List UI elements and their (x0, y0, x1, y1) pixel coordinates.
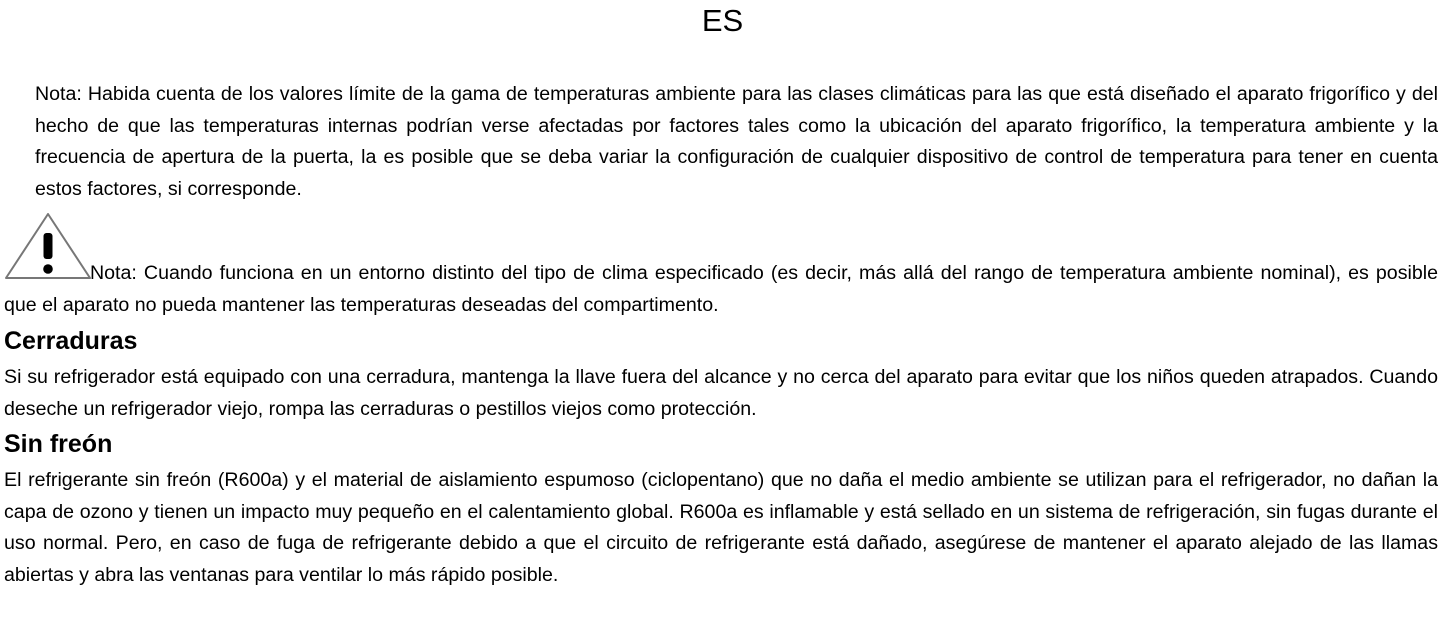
note-climate-warning-text: Nota: Cuando funciona en un entorno distinto del tipo de clima especificado (es decir, más allá del rango de temperatura ambiente nominal), es posible que el aparato no pueda mantener las temperaturas deseadas del compartimento. (4, 262, 1438, 316)
section-text-locks: Si su refrigerador está equipado con una cerradura, mantenga la llave fuera del alcance y no cerca del aparato para evitar que los niños queden atrapados. Cuando deseche un refrigerador viejo, rompa las cerraduras o pestillos viejos como protección. (4, 366, 1438, 420)
section-title-locks: Cerraduras (4, 327, 138, 355)
note-climate-warning (4, 258, 1438, 321)
section-text-freon-free: El refrigerante sin freón (R600a) y el material de aislamiento espumoso (ciclopentano) que no daña el medio ambiente se utilizan para el refrigerador, no dañan la capa de ozono y tienen un impacto muy pequeño en el calentamiento global. R600a es inflamable y está sellado en un sistema de refrigeración, sin fugas durante el uso normal. Pero, en caso de fuga de refrigerante debido a que el circuito de refrigerante está dañado, asegúrese de mantener el aparato alejado de las llamas abiertas y abra las ventanas para ventilar lo más rápido posible. (4, 469, 1438, 586)
note-climate-classes: Nota: Habida cuenta de los valores límite de la gama de temperaturas ambiente para las clases climáticas para las que está diseñado el aparato frigorífico y del hecho de que las temperaturas internas podrían verse afectadas por factores tales como la ubicación del aparato frigorífico, la temperatura ambiente y la frecuencia de apertura de la puerta, la es posible que se deba variar la configuración de cualquier dispositivo de control de temperatura para tener en cuenta estos factores, si corresponde. (35, 83, 1438, 200)
page-language-header: ES (701, 3, 744, 38)
section-title-freon-free: Sin freón (4, 430, 113, 458)
warning-triangle-icon (4, 263, 90, 279)
